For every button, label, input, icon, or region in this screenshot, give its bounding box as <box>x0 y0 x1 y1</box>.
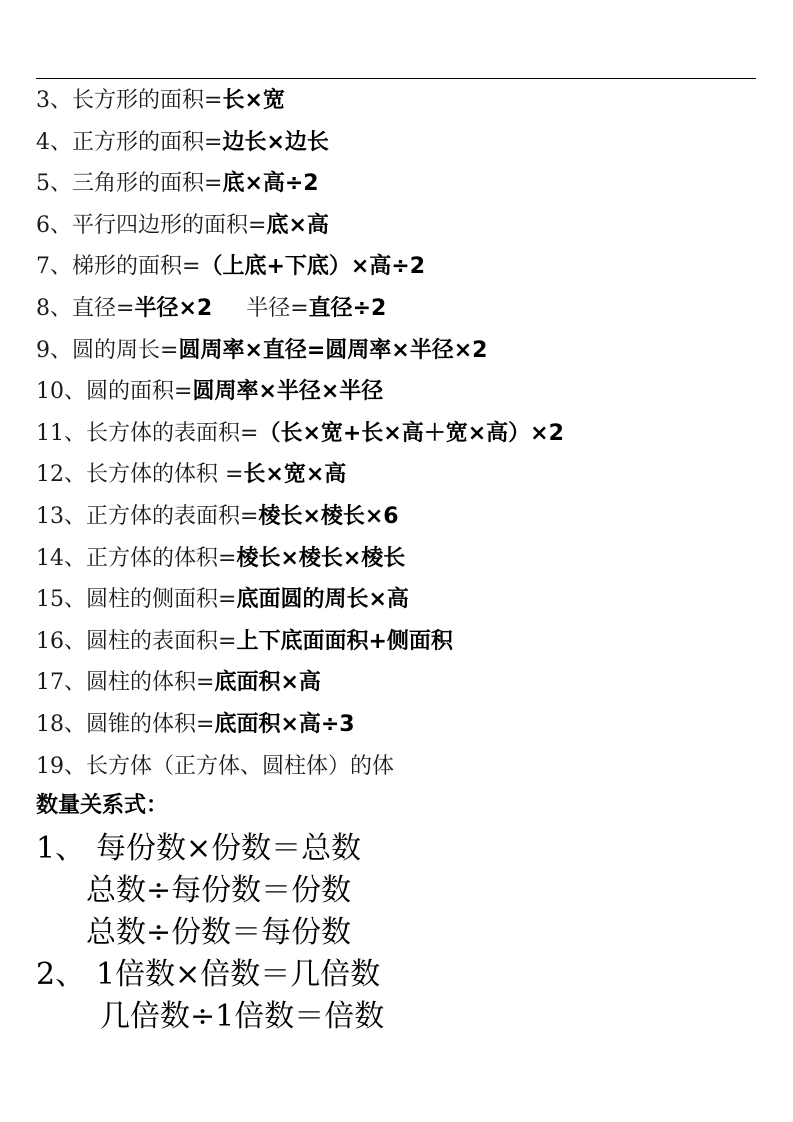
relation-line <box>36 954 380 996</box>
formula-expression: 底面积×高 <box>214 670 321 696</box>
formula-label: 5、三角形的面积= <box>36 171 223 197</box>
formula-expression: 上下底面面积+侧面积 <box>236 628 453 654</box>
relation-line <box>36 828 361 870</box>
formula-line <box>36 454 776 496</box>
formula-label: 7、梯形的面积= <box>36 254 201 280</box>
formula-label: 17、圆柱的体积= <box>36 670 215 696</box>
formula-line <box>36 330 776 372</box>
formula-label: 15、圆柱的侧面积= <box>36 587 237 613</box>
relation-line: 几倍数÷1倍数＝倍数 <box>100 999 385 1034</box>
formula-line <box>36 538 776 580</box>
formula-line <box>36 288 776 330</box>
relation-text: 1倍数×倍数＝几倍数 <box>96 957 381 992</box>
formula-line <box>36 579 776 621</box>
formula-label: 6、平行四边形的面积= <box>36 212 267 238</box>
formula-expression: 底面积×高÷3 <box>214 711 355 737</box>
section-title: 数量关系式： <box>36 793 169 818</box>
formula-line <box>36 371 776 413</box>
formula-expression: 长×宽 <box>222 88 285 113</box>
header-rule <box>36 78 756 79</box>
formula-expression: 底×高 <box>266 212 329 238</box>
formula-line <box>36 746 776 788</box>
formula-line <box>36 205 776 247</box>
formula-label: 12、长方体的体积 = <box>36 462 244 488</box>
formula-expression: 底面圆的周长×高 <box>236 587 409 613</box>
formula-expression: 棱长×棱长×6 <box>258 503 399 529</box>
formula-label: 18、圆锥的体积= <box>36 711 215 737</box>
formula-expression: 圆周率×半径×半径 <box>192 379 384 405</box>
formula-line <box>36 704 776 746</box>
formula-label: 4、正方形的面积= <box>36 129 223 155</box>
formula-line <box>36 163 776 205</box>
formula-label: 10、圆的面积= <box>36 379 193 405</box>
relation-number: 2、 <box>36 957 86 992</box>
formula-line <box>36 122 776 164</box>
formula-label: 19、长方体（正方体、圆柱体）的体 <box>36 753 394 779</box>
formula-expression: 棱长×棱长×棱长 <box>236 545 406 571</box>
formula-line <box>36 80 776 122</box>
formula-line <box>36 621 776 663</box>
formula-label: 14、正方体的体积= <box>36 545 237 571</box>
formula-line <box>36 413 776 455</box>
formula-expression: 边长×边长 <box>222 129 329 155</box>
formula-expression-secondary: 直径÷2 <box>308 295 387 321</box>
relation-line: 总数÷份数＝每份数 <box>86 915 352 950</box>
formula-expression: 圆周率×直径=圆周率×半径×2 <box>178 337 488 363</box>
formula-list <box>36 80 776 787</box>
formula-label: 8、直径= <box>36 295 135 321</box>
formula-line <box>36 246 776 288</box>
relation-line: 总数÷每份数＝份数 <box>86 873 352 908</box>
formula-expression: （长×宽+长×高＋宽×高）×2 <box>258 420 564 446</box>
formula-label: 9、圆的周长= <box>36 337 179 363</box>
formula-line <box>36 496 776 538</box>
relation-number: 1、 <box>36 831 86 866</box>
formula-label: 16、圆柱的表面积= <box>36 628 237 654</box>
formula-label: 11、长方体的表面积= <box>36 420 259 446</box>
formula-expression: （上底+下底）×高÷2 <box>200 254 426 280</box>
relation-text: 每份数×份数＝总数 <box>96 831 362 866</box>
formula-label: 3、长方形的面积= <box>36 88 223 113</box>
formula-line <box>36 662 776 704</box>
formula-expression: 半径×2 <box>134 295 213 321</box>
formula-expression: 长×宽×高 <box>243 462 347 488</box>
formula-expression: 底×高÷2 <box>222 171 319 197</box>
formula-label-secondary: 半径= <box>246 295 309 321</box>
formula-label: 13、正方体的表面积= <box>36 503 259 529</box>
